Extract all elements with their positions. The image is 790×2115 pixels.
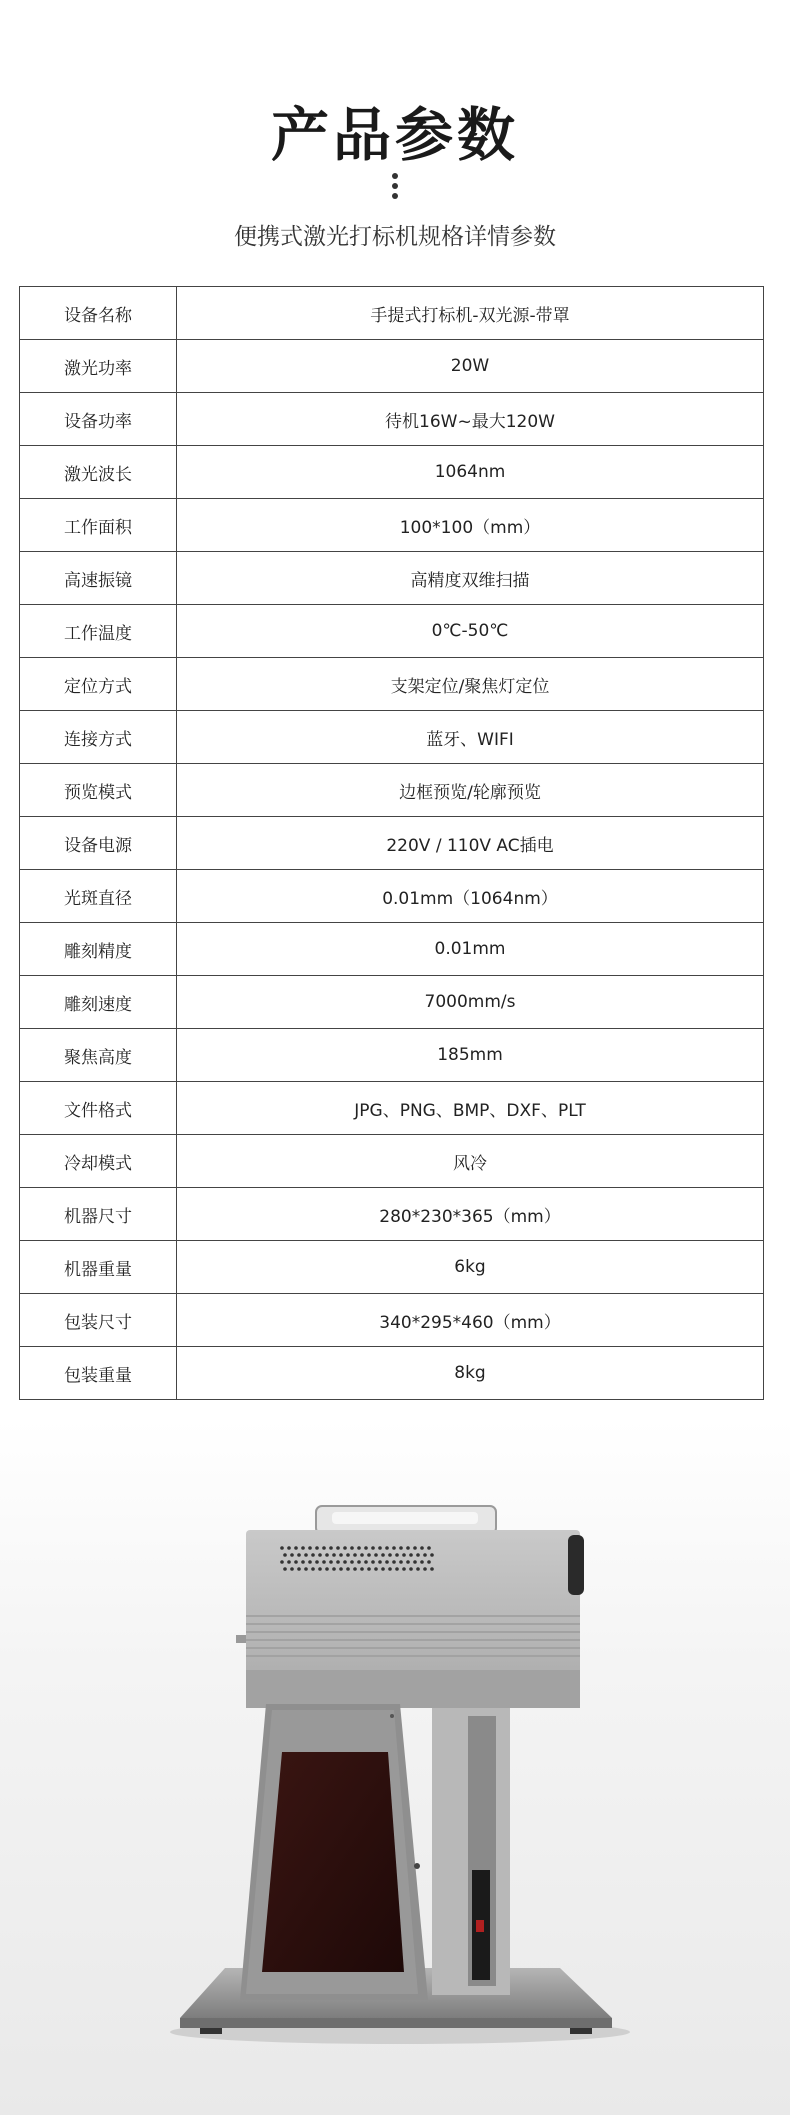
table-row xyxy=(20,1347,764,1400)
table-row xyxy=(20,499,764,552)
spec-value: 高精度双维扫描 xyxy=(177,552,764,605)
spec-label: 文件格式 xyxy=(20,1082,177,1135)
spec-value: 7000mm/s xyxy=(177,976,764,1029)
spec-value: 0℃-50℃ xyxy=(177,605,764,658)
product-image xyxy=(0,1420,790,2115)
table-row xyxy=(20,393,764,446)
spec-label: 工作面积 xyxy=(20,499,177,552)
table-row xyxy=(20,870,764,923)
spec-value: 蓝牙、WIFI xyxy=(177,711,764,764)
table-row xyxy=(20,605,764,658)
spec-value: 220V / 110V AC插电 xyxy=(177,817,764,870)
page-title: 产品参数 xyxy=(270,101,519,169)
table-row xyxy=(20,1241,764,1294)
spec-value: 20W xyxy=(177,340,764,393)
spec-value: 1064nm xyxy=(177,446,764,499)
table-row xyxy=(20,817,764,870)
laser-marker-machine-icon xyxy=(0,1420,790,2115)
page-subtitle: 便携式激光打标机规格详情参数 xyxy=(234,224,556,250)
spec-label: 聚焦高度 xyxy=(20,1029,177,1082)
spec-label: 机器重量 xyxy=(20,1241,177,1294)
spec-label: 光斑直径 xyxy=(20,870,177,923)
table-row xyxy=(20,1188,764,1241)
spec-label: 工作温度 xyxy=(20,605,177,658)
spec-label: 预览模式 xyxy=(20,764,177,817)
table-row xyxy=(20,340,764,393)
table-row xyxy=(20,446,764,499)
spec-value: 8kg xyxy=(177,1347,764,1400)
spec-value: 支架定位/聚焦灯定位 xyxy=(177,658,764,711)
spec-table xyxy=(19,286,764,1400)
table-row xyxy=(20,287,764,340)
spec-label: 包装尺寸 xyxy=(20,1294,177,1347)
spec-value: 待机16W~最大120W xyxy=(177,393,764,446)
spec-label: 雕刻精度 xyxy=(20,923,177,976)
spec-value: 0.01mm（1064nm） xyxy=(177,870,764,923)
spec-label: 设备功率 xyxy=(20,393,177,446)
spec-label: 冷却模式 xyxy=(20,1135,177,1188)
table-row xyxy=(20,1135,764,1188)
table-row xyxy=(20,1029,764,1082)
spec-value: 风冷 xyxy=(177,1135,764,1188)
spec-value: 6kg xyxy=(177,1241,764,1294)
table-row xyxy=(20,976,764,1029)
spec-value: 100*100（mm） xyxy=(177,499,764,552)
spec-value: 340*295*460（mm） xyxy=(177,1294,764,1347)
spec-label: 设备名称 xyxy=(20,287,177,340)
spec-label: 连接方式 xyxy=(20,711,177,764)
spec-label: 高速振镜 xyxy=(20,552,177,605)
table-row xyxy=(20,1082,764,1135)
table-row xyxy=(20,552,764,605)
vertical-dots-icon xyxy=(387,173,403,205)
spec-label: 定位方式 xyxy=(20,658,177,711)
spec-label: 雕刻速度 xyxy=(20,976,177,1029)
spec-label: 包装重量 xyxy=(20,1347,177,1400)
header xyxy=(0,0,790,270)
spec-label: 设备电源 xyxy=(20,817,177,870)
spec-label: 激光波长 xyxy=(20,446,177,499)
spec-value: 手提式打标机-双光源-带罩 xyxy=(177,287,764,340)
spec-value: 边框预览/轮廓预览 xyxy=(177,764,764,817)
table-row xyxy=(20,1294,764,1347)
table-row xyxy=(20,923,764,976)
spec-value: 185mm xyxy=(177,1029,764,1082)
spec-value: 280*230*365（mm） xyxy=(177,1188,764,1241)
spec-value: JPG、PNG、BMP、DXF、PLT xyxy=(177,1082,764,1135)
table-row xyxy=(20,711,764,764)
spec-table-body xyxy=(20,287,764,1400)
table-row xyxy=(20,764,764,817)
spec-value: 0.01mm xyxy=(177,923,764,976)
spec-label: 激光功率 xyxy=(20,340,177,393)
spec-label: 机器尺寸 xyxy=(20,1188,177,1241)
table-row xyxy=(20,658,764,711)
